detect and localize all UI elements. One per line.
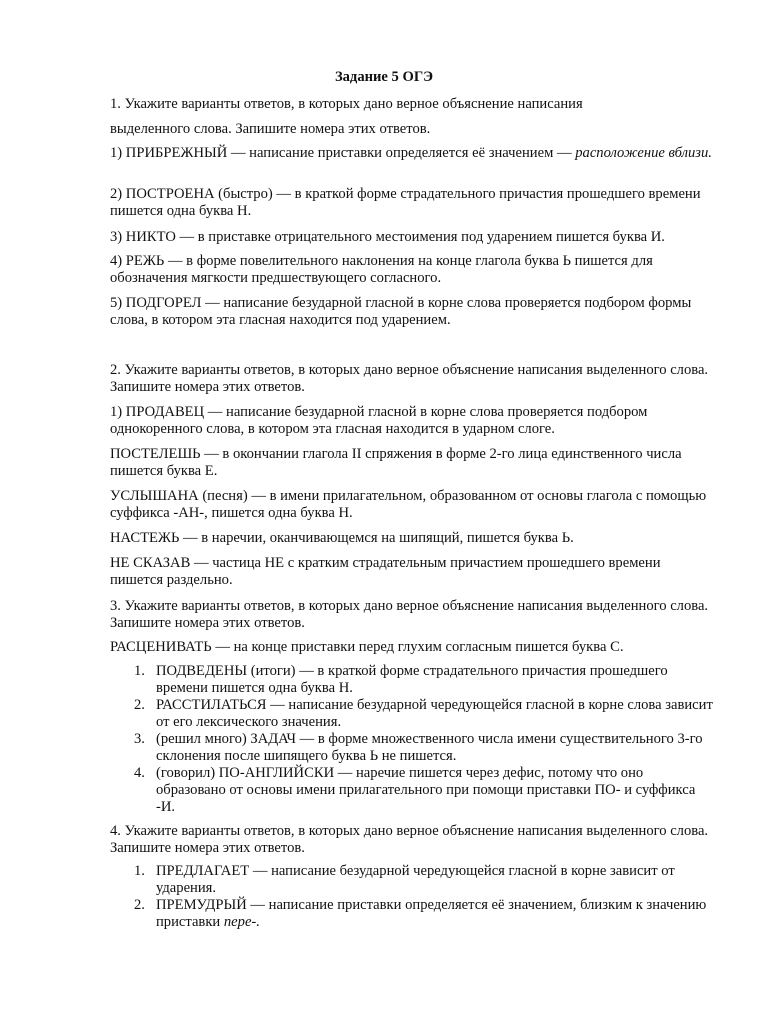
- list-item: [110, 765, 715, 816]
- q2-intro: 2. Укажите варианты ответов, в которых дано верное объяснение написания выделенного слова. Запишите номера этих ответов.: [110, 362, 709, 395]
- q3-intro: 3. Укажите варианты ответов, в которых дано верное объяснение написания выделенного слова. Запишите номера этих ответов.: [110, 598, 709, 631]
- list-number: 1.: [134, 663, 145, 679]
- list-number: 4.: [134, 765, 145, 781]
- q1-option-4: 4) РЕЖЬ — в форме повелительного наклонения на конце глагола буква Ь пишется для обозначения мягкости предшествующего согласного.: [110, 253, 653, 286]
- list-item-text: (решил много) ЗАДАЧ — в форме множественного числа имени существительного 3-го склонения после шипящего буква Ь не пишется.: [156, 731, 703, 764]
- list-number: 1.: [134, 863, 145, 879]
- q3-lead: РАСЦЕНИВАТЬ — на конце приставки перед глухим согласным пишется буква С.: [110, 639, 624, 655]
- list-item-text: ПРЕДЛАГАЕТ — написание безударной чередующейся гласной в корне зависит от ударения.: [156, 863, 675, 896]
- list-number: 2.: [134, 897, 145, 913]
- list-number: 2.: [134, 697, 145, 713]
- list-item-text: (говорил) ПО-АНГЛИЙСКИ — наречие пишется через дефис, потому что оно образовано от основы имени прилагательного при помощи приставки ПО- и суффикса -И.: [156, 765, 696, 815]
- list-item: [110, 697, 715, 731]
- q1-intro-line1: 1. Укажите варианты ответов, в которых дано верное объяснение написания: [110, 96, 583, 112]
- list-item: [110, 731, 715, 765]
- q2-option-4: НАСТЕЖЬ — в наречии, оканчивающемся на шипящий, пишется буква Ь.: [110, 530, 574, 546]
- list-item-italic: пере-.: [223, 914, 260, 930]
- q2-option-3: УСЛЫШАНА (песня) — в имени прилагательном, образованном от основы глагола с помощью суффикса -АН-, пишется одна буква Н.: [110, 488, 707, 521]
- q1-option-5: 5) ПОДГОРЕЛ — написание безударной гласной в корне слова проверяется подбором формы слова, в котором эта гласная находится под ударением.: [110, 295, 692, 328]
- list-number: 3.: [134, 731, 145, 747]
- list-item: [110, 897, 715, 931]
- list-item-text: ПОДВЕДЕНЫ (итоги) — в краткой форме страдательного причастия прошедшего времени пишется одна буква Н.: [156, 663, 668, 696]
- q1-option-1-italic: расположение вблизи.: [575, 145, 712, 161]
- q1-option-1-text: 1) ПРИБРЕЖНЫЙ — написание приставки определяется её значением —: [110, 145, 576, 161]
- list-item: [110, 863, 715, 897]
- q4-list: [110, 863, 715, 931]
- q2-option-1: 1) ПРОДАВЕЦ — написание безударной гласной в корне слова проверяется подбором однокоренного слова, в котором эта гласная находится в ударном слоге.: [110, 404, 648, 437]
- q4-intro: 4. Укажите варианты ответов, в которых дано верное объяснение написания выделенного слова. Запишите номера этих ответов.: [110, 823, 709, 856]
- q1-option-3: 3) НИКТО — в приставке отрицательного местоимения под ударением пишется буква И.: [110, 229, 665, 245]
- q2-option-2: ПОСТЕЛЕШЬ — в окончании глагола II спряжения в форме 2-го лица единственного числа пишется буква Е.: [110, 446, 682, 479]
- page-title: Задание 5 ОГЭ: [334, 69, 434, 85]
- list-item-text: РАССТИЛАТЬСЯ — написание безударной чередующейся гласной в корне слова зависит от его лексического значения.: [156, 697, 713, 730]
- list-item-text: ПРЕМУДРЫЙ — написание приставки определяется её значением, близким к значению приставки: [156, 897, 707, 930]
- list-item: [110, 663, 715, 697]
- q1-option-1: [110, 145, 715, 162]
- q2-option-5: НЕ СКАЗАВ — частица НЕ с кратким страдательным причастием прошедшего времени пишется раздельно.: [110, 555, 661, 588]
- q1-option-2: 2) ПОСТРОЕНА (быстро) — в краткой форме страдательного причастия прошедшего времени пишется одна буква Н.: [110, 186, 701, 219]
- q3-list: [110, 663, 715, 816]
- q1-intro-line2: выделенного слова. Запишите номера этих ответов.: [110, 121, 431, 137]
